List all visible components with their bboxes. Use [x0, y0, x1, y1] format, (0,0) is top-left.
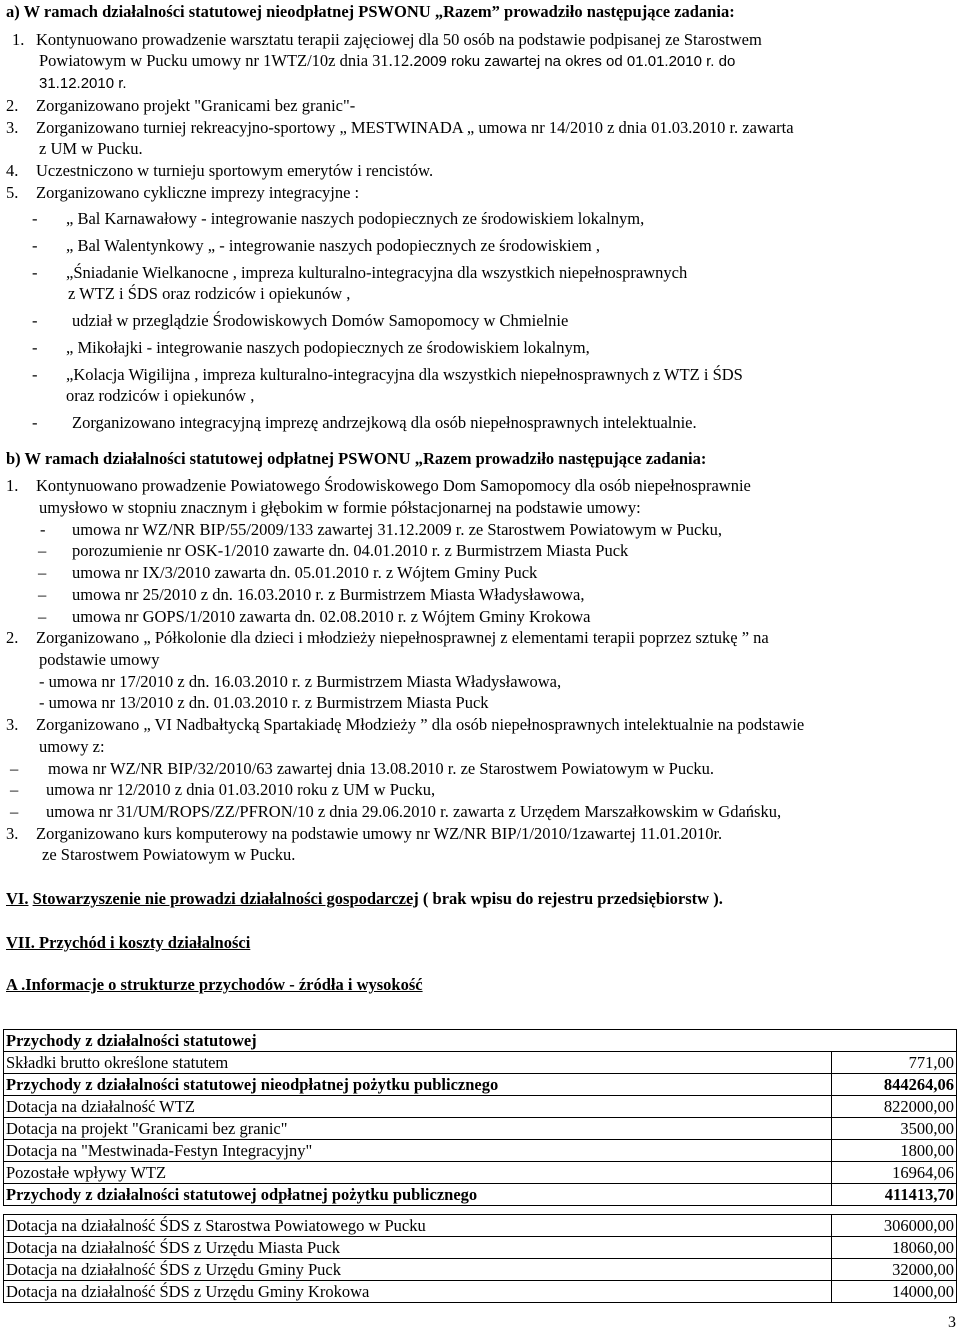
list-item: – umowa nr 12/2010 z dnia 01.03.2010 roku z UM w Pucku,: [10, 780, 436, 800]
table-row: [4, 1259, 957, 1281]
list-item: – umowa nr 25/2010 z dn. 16.03.2010 r. z Burmistrzem Miasta Władysławowa,: [38, 584, 585, 604]
section-a-item-5: 5. Zorganizowano cykliczne imprezy integracyjne :: [6, 182, 360, 202]
page-number: 3: [948, 1314, 956, 1332]
row-value: 306000,00: [832, 1215, 957, 1237]
section-b-item-1-line-2: umysłowo w stopniu znacznym i głębokim w formie półstacjonarnej na podstawie umowy:: [39, 498, 641, 518]
section-a-item-3-line-2: z UM w Pucku.: [39, 139, 143, 159]
list-item: - „ Bal Karnawałowy - integrowanie naszych podopiecznych ze środowiskiem lokalnym,: [32, 209, 645, 229]
section-A-title: A .Informacje o strukturze przychodów - źródła i wysokość: [6, 975, 423, 995]
row-value: 3500,00: [832, 1118, 957, 1140]
list-item-text: „Kolacja Wigilijna , impreza kulturalno-integracyjna dla wszystkich niepełnosprawnych z WTZ i ŚDS oraz rodziców i opiekunów ,: [66, 364, 743, 406]
list-item: – umowa nr 31/UM/ROPS/ZZ/PFRON/10 z dnia 29.06.2010 r. zawarta z Urzędem Marszałkowskim w Gdańsku,: [10, 801, 782, 821]
table-row: [4, 1096, 957, 1118]
row-label: Składki brutto określone statutem: [4, 1052, 832, 1074]
row-value: 16964,06: [832, 1162, 957, 1184]
section-a-item-1: 1. Kontynuowano prowadzenie warsztatu terapii zajęciowej dla 50 osób na podstawie podpisanej ze Starostwem: [12, 29, 762, 49]
table-row: [4, 1162, 957, 1184]
section-a-item-1-line-3: 31.12.2010 r.: [39, 75, 127, 93]
list-item: - Zorganizowano integracyjną imprezę andrzejkową dla osób niepełnosprawnych intelektualnie.: [32, 412, 697, 432]
section-b-item-2: 2. Zorganizowano „ Półkolonie dla dzieci i młodzieży niepełnosprawnej z elementami terapii poprzez sztukę ” na: [6, 628, 769, 648]
table-row: [4, 1215, 957, 1237]
table-row: [4, 1281, 957, 1303]
section-b-item-2-line-4: - umowa nr 13/2010 z dn. 01.03.2010 r. z Burmistrzem Miasta Puck: [39, 693, 489, 713]
document-page: [6, 0, 958, 996]
row-label: Dotacja na działalność ŚDS z Urzędu Miasta Puck: [4, 1237, 832, 1259]
table-row: [4, 1184, 957, 1206]
row-label: Dotacja na działalność ŚDS z Urzędu Gminy Puck: [4, 1259, 832, 1281]
section-vii-title: VII. Przychód i koszty działalności: [6, 932, 251, 952]
table-row: [4, 1074, 957, 1096]
section-a-item-1-line-2: Powiatowym w Pucku umowy nr 1WTZ/10z dnia 31.12.2009 roku zawartej na okres od 01.01.2010 r. do: [39, 51, 736, 71]
row-value: 18060,00: [832, 1237, 957, 1259]
section-b-item-2-line-2: podstawie umowy: [39, 649, 160, 669]
list-item: – umowa nr IX/3/2010 zawarta dn. 05.01.2010 r. z Wójtem Gminy Puck: [38, 563, 538, 583]
list-item: - „ Bal Walentynkowy „ - integrowanie naszych podopiecznych ze środowiskiem ,: [32, 236, 600, 256]
list-item: – umowa nr GOPS/1/2010 zawarta dn. 02.08.2010 r. z Wójtem Gminy Krokowa: [38, 606, 591, 626]
section-b-item-4-line-2: ze Starostwem Powiatowym w Pucku.: [42, 845, 296, 865]
row-label: Dotacja na działalność WTZ: [4, 1096, 832, 1118]
row-label: Dotacja na działalność ŚDS z Urzędu Gminy Krokowa: [4, 1281, 832, 1303]
list-item: – porozumienie nr OSK-1/2010 zawarte dn. 04.01.2010 r. z Burmistrzem Miasta Puck: [38, 541, 629, 561]
section-vi: VI. Stowarzyszenie nie prowadzi działalności gospodarczej ( brak wpisu do rejestru przedsiębiorstw ).: [6, 889, 723, 909]
row-label: Pozostałe wpływy WTZ: [4, 1162, 832, 1184]
row-value: 32000,00: [832, 1259, 957, 1281]
section-a-item-3: 3. Zorganizowano turniej rekreacyjno-sportowy „ MESTWINADA „ umowa nr 14/2010 z dnia 01.03.2010 r. zawarta: [6, 117, 794, 137]
row-label: Dotacja na "Mestwinada-Festyn Integracyjny": [4, 1140, 832, 1162]
row-value: 411413,70: [832, 1184, 957, 1206]
table-row: [4, 1052, 957, 1074]
row-label: Dotacja na projekt "Granicami bez granic": [4, 1118, 832, 1140]
row-label: Przychody z działalności statutowej: [4, 1030, 957, 1052]
row-value: 14000,00: [832, 1281, 957, 1303]
list-item-text: „Śniadanie Wielkanocne , impreza kulturalno-integracyjna dla wszystkich niepełnosprawnych z WTZ i ŚDS oraz rodziców i opiekunów ,: [66, 262, 688, 304]
list-item: - umowa nr WZ/NR BIP/55/2009/133 zawartej 31.12.2009 r. ze Starostwem Powiatowym w Pucku,: [40, 519, 722, 539]
section-b-item-2-line-3: - umowa nr 17/2010 z dn. 16.03.2010 r. z Burmistrzem Miasta Władysławowa,: [39, 671, 562, 691]
row-label: Przychody z działalności statutowej nieodpłatnej pożytku publicznego: [4, 1074, 832, 1096]
table-row: [4, 1140, 957, 1162]
section-a-item-2: 2. Zorganizowano projekt "Granicami bez granic"-: [6, 95, 356, 115]
table-row: [4, 1237, 957, 1259]
row-value: 844264,06: [832, 1074, 957, 1096]
row-label: Dotacja na działalność ŚDS z Starostwa Powiatowego w Pucku: [4, 1215, 832, 1237]
list-item: - „Kolacja Wigilijna , impreza kulturalno-integracyjna dla wszystkich niepełnosprawnych z WTZ i ŚDS oraz rodziców i opiekunów ,: [32, 364, 743, 406]
list-item: - „ Mikołajki - integrowanie naszych podopiecznych ze środowiskiem lokalnym,: [32, 337, 590, 357]
row-value: 1800,00: [832, 1140, 957, 1162]
row-value: 822000,00: [832, 1096, 957, 1118]
table-gap: [4, 1206, 957, 1215]
section-b-item-3-line-2: umowy z:: [39, 736, 105, 756]
section-b-item-3: 3. Zorganizowano „ VI Nadbałtycką Spartakiadę Młodzieży ” dla osób niepełnosprawnych intelektualnie na podstawie: [6, 715, 805, 735]
table-row: [4, 1118, 957, 1140]
section-a-item-4: 4. Uczestniczono w turnieju sportowym emerytów i rencistów.: [6, 160, 434, 180]
list-item: – mowa nr WZ/NR BIP/32/2010/63 zawartej dnia 13.08.2010 r. ze Starostwem Powiatowym w Pucku.: [10, 758, 715, 778]
row-label: Przychody z działalności statutowej odpłatnej pożytku publicznego: [4, 1184, 832, 1206]
list-item: - „Śniadanie Wielkanocne , impreza kulturalno-integracyjna dla wszystkich niepełnosprawnych z WTZ i ŚDS oraz rodziców i opiekunów ,: [32, 262, 688, 304]
table-row: [4, 1030, 957, 1052]
section-b-item-4: 3. Zorganizowano kurs komputerowy na podstawie umowy nr WZ/NR BIP/1/2010/1zawartej 11.01.2010r.: [6, 823, 723, 843]
income-table-body: [4, 1030, 957, 1303]
section-b-item-1: 1. Kontynuowano prowadzenie Powiatowego Środowiskowego Dom Samopomocy dla osób niepełnosprawnie: [6, 476, 751, 496]
list-item: - udział w przeglądzie Środowiskowych Domów Samopomocy w Chmielnie: [32, 311, 569, 331]
row-value: 771,00: [832, 1052, 957, 1074]
section-b-heading: b) W ramach działalności statutowej odpłatnej PSWONU „Razem prowadziło następujące zadania:: [6, 448, 707, 468]
section-a-heading: a) W ramach działalności statutowej nieodpłatnej PSWONU „Razem” prowadziło następujące zadania:: [6, 2, 735, 21]
income-table: [3, 1029, 957, 1303]
